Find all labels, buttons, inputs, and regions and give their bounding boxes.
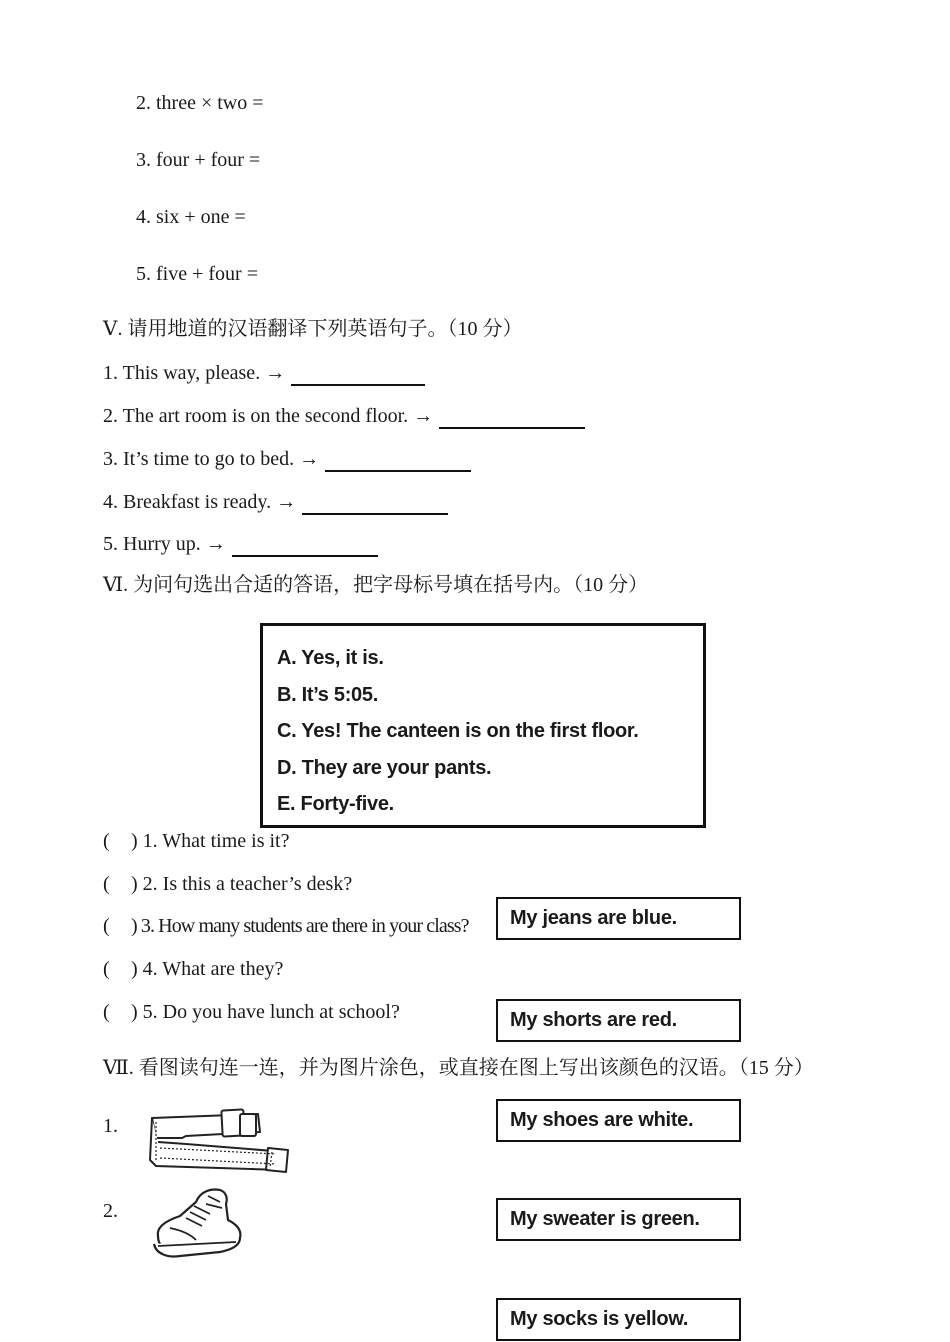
sentence-box[interactable]: My socks is yellow. [496,1298,741,1341]
answer-paren[interactable]: ( [103,958,110,980]
shoe-picture[interactable] [150,1186,245,1262]
section-6-title: Ⅵ. 为问句选出合适的答语，把字母标号填在括号内。（10 分） [103,574,649,596]
translation-item [103,489,448,515]
math-item: 3. four + four = [136,149,261,171]
translation-item [103,360,425,386]
translation-item [103,531,378,557]
answer-option: D. They are your pants. [277,756,492,779]
math-item: 4. six + one = [136,206,246,228]
question-item [103,871,352,897]
question-text: ) 1. What time is it? [131,830,290,852]
math-item: 5. five + four = [136,263,258,285]
translation-text: 2. The art room is on the second floor. → [103,405,434,427]
answer-options-box [260,623,706,828]
sentence-box[interactable]: My shoes are white. [496,1099,741,1142]
math-item: 2. three × two = [136,92,264,114]
picture-number: 1. [103,1115,118,1137]
answer-option: B. It’s 5:05. [277,683,378,706]
answer-blank[interactable] [439,409,585,429]
question-text: ) 5. Do you have lunch at school? [131,1001,400,1023]
question-text: ) 2. Is this a teacher’s desk? [131,873,353,895]
answer-option: C. Yes! The canteen is on the first floor. [277,720,639,742]
section-7-title: Ⅶ. 看图读句连一连，并为图片涂色，或直接在图上写出该颜色的汉语。（15 分） [103,1057,814,1079]
answer-paren[interactable]: ( [103,830,110,852]
question-item [103,999,400,1025]
picture-number: 2. [103,1200,118,1222]
translation-text: 3. It’s time to go to bed. → [103,448,320,470]
translation-item [103,446,471,472]
answer-blank[interactable] [302,495,448,515]
answer-blank[interactable] [232,537,378,557]
section-5-title: Ⅴ. 请用地道的汉语翻译下列英语句子。（10 分） [103,318,523,340]
answer-paren[interactable]: ( [103,873,110,895]
answer-blank[interactable] [325,452,471,472]
question-item [103,828,290,854]
translation-text: 1. This way, please. → [103,362,286,384]
translation-text: 4. Breakfast is ready. → [103,491,297,513]
sentence-box[interactable]: My sweater is green. [496,1198,741,1241]
answer-option: A. Yes, it is. [277,647,384,669]
translation-item [103,403,585,429]
answer-option: E. Forty-five. [277,793,394,815]
question-item [103,956,283,982]
translation-text: 5. Hurry up. → [103,533,226,555]
question-text: ) 4. What are they? [131,958,284,980]
sentence-box[interactable]: My jeans are blue. [496,897,741,940]
sentence-box[interactable]: My shorts are red. [496,999,741,1042]
answer-paren[interactable]: ( [103,915,110,937]
jeans-picture[interactable] [146,1108,292,1176]
question-item [103,913,469,939]
question-text: ) 3. How many students are there in your class? [131,915,469,937]
answer-blank[interactable] [291,366,425,386]
answer-paren[interactable]: ( [103,1001,110,1023]
